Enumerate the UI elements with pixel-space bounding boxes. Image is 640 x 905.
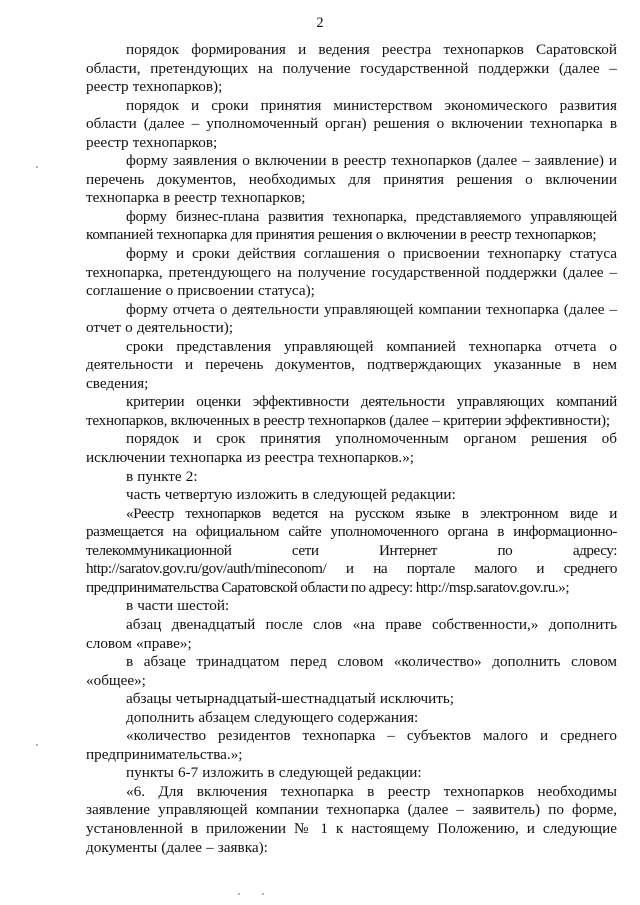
scan-speck xyxy=(238,893,240,895)
paragraph-thirteenth: в абзаце тринадцатом перед словом «количество» дополнить словом «общее»; xyxy=(86,653,617,689)
paragraph-add-paragraph: дополнить абзацем следующего содержания: xyxy=(126,708,419,726)
scan-speck xyxy=(36,166,38,168)
paragraph-twelfth: абзац двенадцатый после слов «на праве собственности,» дополнить словом «праве»; xyxy=(86,615,617,652)
paragraph-efficiency-criteria: критерии оценки эффективности деятельности управляющих компаний технопарков, включенных в реестр технопарков (далее – критерии эффективности); xyxy=(86,393,617,429)
page-number: 2 xyxy=(316,15,324,31)
paragraph-clause-2: в пункте 2: xyxy=(126,467,198,485)
paragraph-part-four: часть четвертую изложить в следующей редакции: xyxy=(126,486,456,504)
paragraph-decision-terms: порядок и сроки принятия министерством экономического развития области (далее – уполномоченный орган) решения о включении технопарка в реестр технопарков; xyxy=(86,96,617,151)
paragraph-residents: «количество резидентов технопарка – субъектов малого и среднего предпринимательства.»; xyxy=(86,727,617,763)
document-body xyxy=(86,41,617,857)
paragraph-report-terms: сроки представления управляющей компанией технопарка отчета о деятельности и перечень документов, подтверждающих указанные в нем сведения; xyxy=(86,337,617,392)
paragraph-exclude-14-16: абзацы четырнадцатый-шестнадцатый исключить; xyxy=(126,690,455,708)
paragraph-activity-report: форму отчета о деятельности управляющей компании технопарка (далее – отчет о деятельности); xyxy=(86,300,617,337)
paragraph-exclusion-procedure: порядок и срок принятия уполномоченным органом решения об исключении технопарка из реестра технопарков.»; xyxy=(86,430,617,467)
paragraph-business-plan: форму бизнес-плана развития технопарка, представляемого управляющей компанией технопарка для принятия решения о включении в реестр технопарков; xyxy=(86,207,617,244)
scan-speck xyxy=(262,893,264,895)
paragraph-registry-procedure: порядок формирования и ведения реестра технопарков Саратовской области, претендующих на получение государственной поддержки (далее – реестр технопарков); xyxy=(86,41,617,96)
paragraph-clauses-6-7: пункты 6-7 изложить в следующей редакции: xyxy=(126,764,422,782)
paragraph-application-form: форму заявления о включении в реестр технопарков (далее – заявление) и перечень документов, необходимых для принятия решения о включении технопарка в реестр технопарков; xyxy=(86,152,617,207)
scan-speck xyxy=(36,744,38,746)
paragraph-part-six: в части шестой: xyxy=(126,597,230,615)
paragraph-registry-website: «Реестр технопарков ведется на русском языке в электронном виде и размещается на официальном сайте уполномоченного органа в информационно-телекоммуникационной сети Интернет по адресу: http://saratov.gov.ru/gov/auth/mineconom/ и на портале малого и среднего предпринимательства Саратовской области по адресу: http://msp.saratov.gov.ru.»; xyxy=(86,504,617,596)
paragraph-clause-6: «6. Для включения технопарка в реестр технопарков необходимы заявление управляющей компании технопарка (далее – заявитель) по форме, установленной в приложении № 1 к настоящему Положению, и следующие документы (далее – заявка): xyxy=(86,782,617,856)
paragraph-status-agreement: форму и сроки действия соглашения о присвоении технопарку статуса технопарка, претендующего на получение государственной поддержки (далее – соглашение о присвоении статуса); xyxy=(86,245,617,300)
